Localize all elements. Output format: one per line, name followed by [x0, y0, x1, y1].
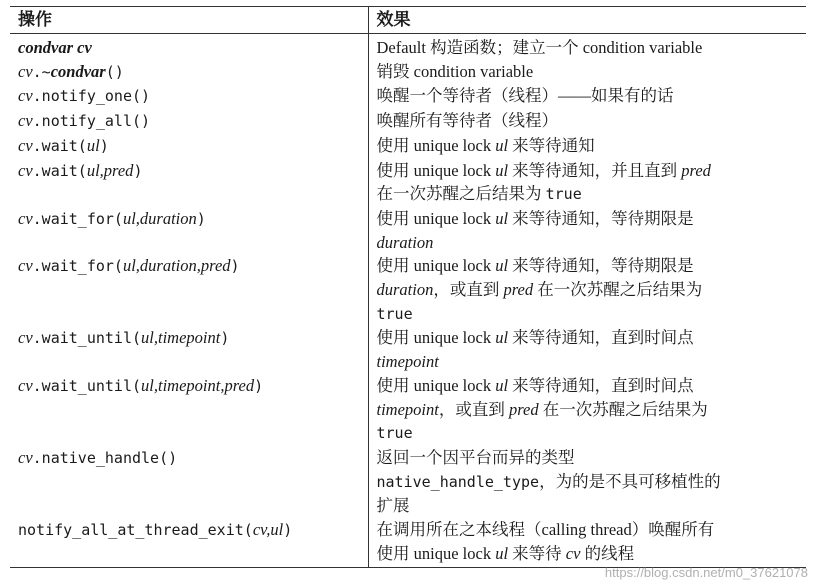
operation-text: ): [196, 209, 206, 228]
table-header-row: [10, 7, 806, 34]
operation-text: cv: [18, 86, 33, 106]
effect-text: 来等待通知，等待期限是: [508, 208, 694, 228]
operation-text: .native_handle(): [32, 448, 178, 467]
operation-text: cv,ul: [252, 520, 284, 540]
table-row: [10, 134, 806, 159]
operation-text: ): [133, 161, 143, 180]
effect-line: [377, 446, 799, 470]
operation-text: ul,pred: [86, 160, 134, 180]
effect-text: 在一次苏醒之后结果为: [376, 184, 546, 204]
operation-text: condvar cv: [18, 38, 92, 57]
effect-line: [377, 518, 799, 542]
operation-cell: [10, 159, 368, 207]
effect-line: [377, 60, 799, 84]
effect-text: timepoint: [376, 352, 439, 372]
effect-text: cv: [565, 543, 581, 563]
table-row: [10, 518, 806, 568]
operation-text: (): [105, 62, 124, 81]
effect-text: 在调用所在之本线程（calling thread）唤醒所有: [376, 520, 715, 540]
table-body: [10, 34, 806, 568]
operation-text: .wait(: [32, 161, 87, 180]
effect-text: 来等待通知，直到时间点: [508, 328, 694, 348]
effect-text: 使用 unique lock: [376, 160, 496, 180]
effect-text: 的线程: [580, 543, 635, 563]
effect-cell: [368, 207, 806, 254]
operation-text: ): [254, 376, 264, 395]
effect-text: ul: [495, 135, 509, 155]
effect-line: [377, 494, 799, 518]
operation-text: ul: [86, 135, 100, 155]
effect-line: [377, 398, 799, 422]
condition-variable-operations-table: [10, 6, 806, 568]
effect-text: ，为的是不具可移植性的: [539, 471, 721, 491]
header-effect: 效果: [368, 7, 806, 34]
effect-line: [377, 374, 799, 398]
effect-text: 来等待通知: [508, 135, 595, 155]
effect-cell: [368, 134, 806, 159]
header-operation: 操作: [10, 7, 368, 34]
operation-text: .wait_for(: [32, 209, 123, 228]
operation-text: ): [99, 136, 109, 155]
operation-text: ul,duration: [122, 208, 197, 228]
effect-cell: [368, 446, 806, 518]
effect-line: [377, 159, 799, 183]
effect-cell: [368, 254, 806, 326]
operation-text: ): [283, 521, 293, 540]
effect-text: 使用 unique lock: [376, 208, 496, 228]
table-row: [10, 34, 806, 60]
effect-line: [377, 421, 799, 446]
operation-cell: [10, 109, 368, 134]
operation-text: condvar: [50, 61, 106, 81]
operation-text: ul,timepoint: [141, 328, 221, 348]
operation-cell: [10, 518, 368, 568]
effect-text: 来等待通知，等待期限是: [508, 256, 694, 276]
effect-cell: [368, 518, 806, 568]
effect-line: [377, 231, 799, 255]
effect-line: [377, 36, 799, 60]
operation-text: ): [220, 329, 230, 348]
effect-text: 唤醒一个等待者（线程）——如果有的话: [376, 86, 674, 106]
effect-text: 在一次苏醒之后结果为: [538, 399, 708, 419]
effect-text: ul: [495, 208, 509, 228]
effect-line: [377, 542, 799, 566]
effect-text: 来等待通知，并且直到: [508, 160, 682, 180]
operation-text: ul,duration,pred: [122, 256, 231, 276]
effect-line: [377, 350, 799, 374]
operation-text: .~: [32, 62, 51, 81]
effect-cell: [368, 60, 806, 85]
table-row: [10, 84, 806, 109]
table-row: [10, 374, 806, 446]
effect-text: 来等待: [508, 543, 566, 563]
operation-text: ul,timepoint,pred: [141, 375, 255, 395]
operation-text: cv: [18, 447, 33, 467]
effect-cell: [368, 109, 806, 134]
table-row: [10, 159, 806, 207]
table-row: [10, 446, 806, 518]
effect-text: ，或直到: [433, 280, 504, 300]
effect-text: timepoint: [376, 399, 439, 419]
effect-text: 使用 unique lock: [376, 328, 496, 348]
operation-cell: [10, 84, 368, 109]
effect-text: duration: [376, 280, 434, 300]
effect-text: duration: [376, 232, 434, 252]
effect-text: pred: [503, 280, 534, 300]
operation-cell: [10, 374, 368, 446]
effect-cell: [368, 84, 806, 109]
operation-cell: [10, 60, 368, 85]
effect-line: [377, 134, 799, 158]
operation-cell: [10, 34, 368, 60]
effect-text: 返回一个因平台而异的类型: [376, 447, 575, 467]
effect-text: 来等待通知，直到时间点: [508, 375, 694, 395]
operation-text: cv: [18, 208, 33, 228]
table-row: [10, 254, 806, 326]
operation-text: .wait(: [32, 136, 87, 155]
effect-line: [377, 302, 799, 327]
effect-text: 唤醒所有等待者（线程）: [376, 111, 558, 131]
operation-text: cv: [18, 160, 33, 180]
effect-line: [377, 84, 799, 108]
operation-cell: [10, 207, 368, 254]
operation-text: cv: [18, 61, 33, 81]
table-row: [10, 207, 806, 254]
effect-text: 使用 unique lock: [376, 256, 496, 276]
operation-text: cv: [18, 111, 33, 131]
effect-line: [377, 470, 799, 495]
effect-text: true: [376, 304, 413, 323]
operation-text: cv: [18, 375, 33, 395]
effect-text: true: [545, 185, 582, 204]
effect-text: 使用 unique lock: [376, 375, 496, 395]
effect-line: [377, 254, 799, 278]
operation-cell: [10, 326, 368, 373]
effect-text: ul: [495, 328, 509, 348]
operation-text: cv: [18, 256, 33, 276]
effect-cell: [368, 159, 806, 207]
effect-line: [377, 109, 799, 133]
effect-text: 销毁 condition variable: [376, 61, 534, 81]
table-row: [10, 326, 806, 373]
effect-text: 在一次苏醒之后结果为: [533, 280, 703, 300]
operation-text: .wait_for(: [32, 257, 123, 276]
watermark-text: https://blog.csdn.net/m0_37621078: [604, 565, 808, 580]
effect-text: Default 构造函数；建立一个 condition variable: [376, 38, 703, 57]
effect-text: ul: [495, 160, 509, 180]
effect-text: ，或直到: [438, 399, 509, 419]
effect-text: true: [376, 424, 413, 443]
operation-text: .wait_until(: [32, 329, 142, 348]
effect-line: [377, 278, 799, 302]
effect-line: [377, 207, 799, 231]
effect-text: 使用 unique lock: [376, 135, 496, 155]
effect-text: ul: [495, 543, 509, 563]
operation-cell: [10, 254, 368, 326]
effect-text: 扩展: [376, 496, 410, 516]
table-row: [10, 60, 806, 85]
operation-text: cv: [18, 135, 33, 155]
operation-text: .wait_until(: [32, 376, 142, 395]
effect-cell: [368, 34, 806, 60]
effect-text: ul: [495, 375, 509, 395]
effect-line: [377, 182, 799, 207]
operation-cell: [10, 446, 368, 518]
operation-text: cv: [18, 328, 33, 348]
document-page: [10, 6, 806, 568]
operation-text: notify_all_at_thread_exit(: [18, 521, 253, 540]
operation-text: .notify_one(): [32, 87, 151, 106]
effect-line: [377, 326, 799, 350]
effect-cell: [368, 326, 806, 373]
effect-text: native_handle_type: [376, 472, 540, 491]
operation-text: ): [230, 257, 240, 276]
operation-cell: [10, 134, 368, 159]
effect-text: ul: [495, 256, 509, 276]
effect-cell: [368, 374, 806, 446]
table-row: [10, 109, 806, 134]
operation-text: .notify_all(): [32, 112, 151, 131]
effect-text: 使用 unique lock: [376, 543, 496, 563]
effect-text: pred: [681, 160, 711, 180]
effect-text: pred: [508, 399, 539, 419]
